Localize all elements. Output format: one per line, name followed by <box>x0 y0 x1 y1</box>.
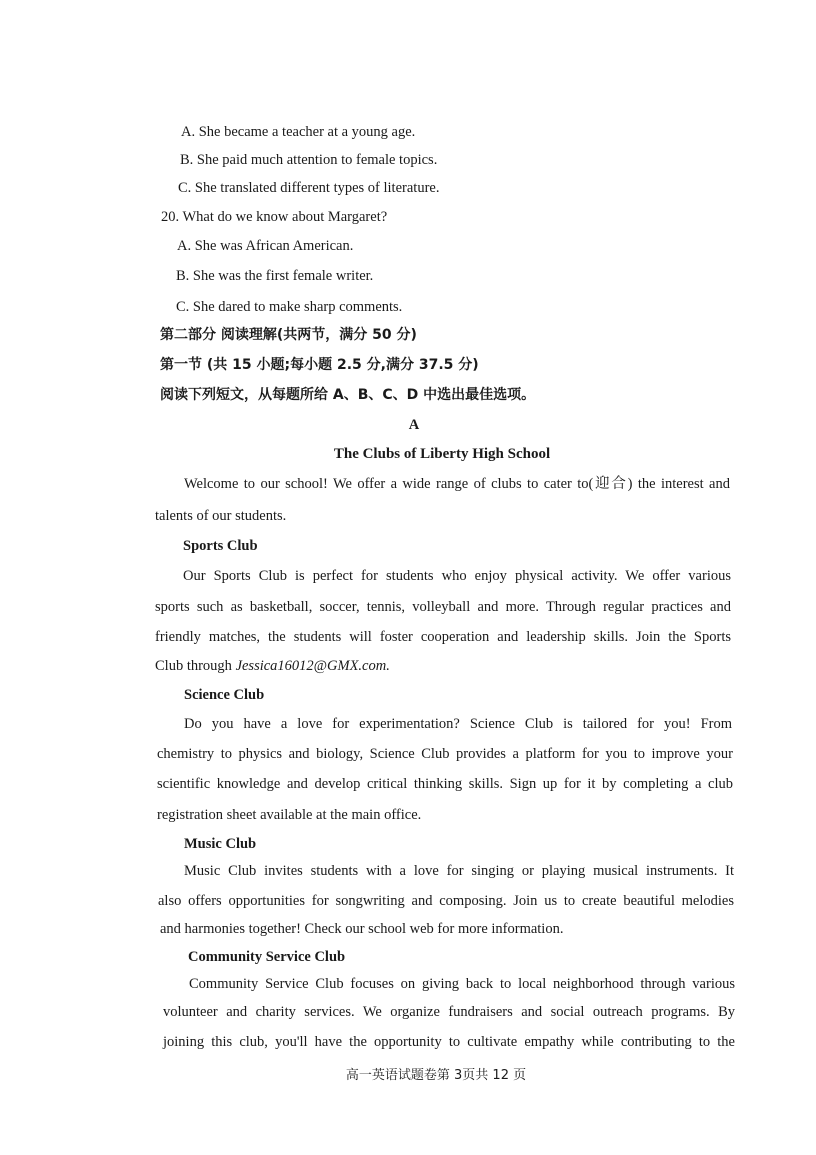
q19-option-a: A. She became a teacher at a young age. <box>181 124 416 140</box>
page-footer: 高一英语试题卷第 3页共 12 页 <box>345 1068 527 1083</box>
sports-line-1: Our Sports Club is perfect for students who enjoy physical activity. We offer various <box>183 568 731 584</box>
science-line-4: registration sheet available at the main office. <box>157 807 422 823</box>
q20-option-c: C. She dared to make sharp comments. <box>176 299 403 315</box>
community-line-2: volunteer and charity services. We organize fundraisers and social outreach programs. By <box>163 1004 735 1020</box>
subsection-heading: 第一节 (共 15 小题;每小题 2.5 分,满分 37.5 分) <box>160 357 479 373</box>
passage-title: The Clubs of Liberty High School <box>333 446 551 462</box>
sports-line-2: sports such as basketball, soccer, tennis, volleyball and more. Through regular practices and <box>155 599 731 615</box>
instruction-text: 阅读下列短文，从每题所给 A、B、C、D 中选出最佳选项。 <box>160 387 536 403</box>
intro-line-2: talents of our students. <box>155 508 287 524</box>
sports-club-email[interactable]: Jessica16012@GMX.com. <box>235 658 390 674</box>
music-line-2: also offers opportunities for songwriting and composing. Join us to create beautiful melodies <box>158 893 734 909</box>
passage-letter: A <box>408 417 420 433</box>
q20-option-a: A. She was African American. <box>177 238 354 254</box>
sports-line-3: friendly matches, the students will foster cooperation and leadership skills. Join the Sports <box>155 629 731 645</box>
science-line-3: scientific knowledge and develop critical thinking skills. Sign up for it by completing a club <box>157 776 733 792</box>
q20-option-b: B. She was the first female writer. <box>176 268 374 284</box>
music-line-3: and harmonies together! Check our school web for more information. <box>160 921 564 937</box>
community-club-heading: Community Service Club <box>188 949 346 965</box>
science-line-1: Do you have a love for experimentation? Science Club is tailored for you! From <box>184 716 732 732</box>
sports-line-4-prefix: Club through <box>155 658 236 674</box>
intro-line-1: Welcome to our school! We offer a wide range of clubs to cater to(迎合) the interest and <box>184 476 730 492</box>
music-club-heading: Music Club <box>184 836 257 852</box>
sports-line-4 <box>155 657 390 675</box>
sports-club-heading: Sports Club <box>183 538 258 554</box>
q19-option-b: B. She paid much attention to female topics. <box>180 152 438 168</box>
science-line-2: chemistry to physics and biology, Science Club provides a platform for you to improve your <box>157 746 733 762</box>
community-line-1: Community Service Club focuses on giving back to local neighborhood through various <box>189 976 735 992</box>
q19-option-c: C. She translated different types of literature. <box>178 180 440 196</box>
music-line-1: Music Club invites students with a love for singing or playing musical instruments. It <box>184 863 734 879</box>
q20-question: 20. What do we know about Margaret? <box>161 209 388 225</box>
part-heading: 第二部分 阅读理解(共两节，满分 50 分) <box>160 327 417 343</box>
community-line-3: joining this club, you'll have the opportunity to cultivate empathy while contributing to the <box>163 1034 735 1050</box>
science-club-heading: Science Club <box>184 687 265 703</box>
